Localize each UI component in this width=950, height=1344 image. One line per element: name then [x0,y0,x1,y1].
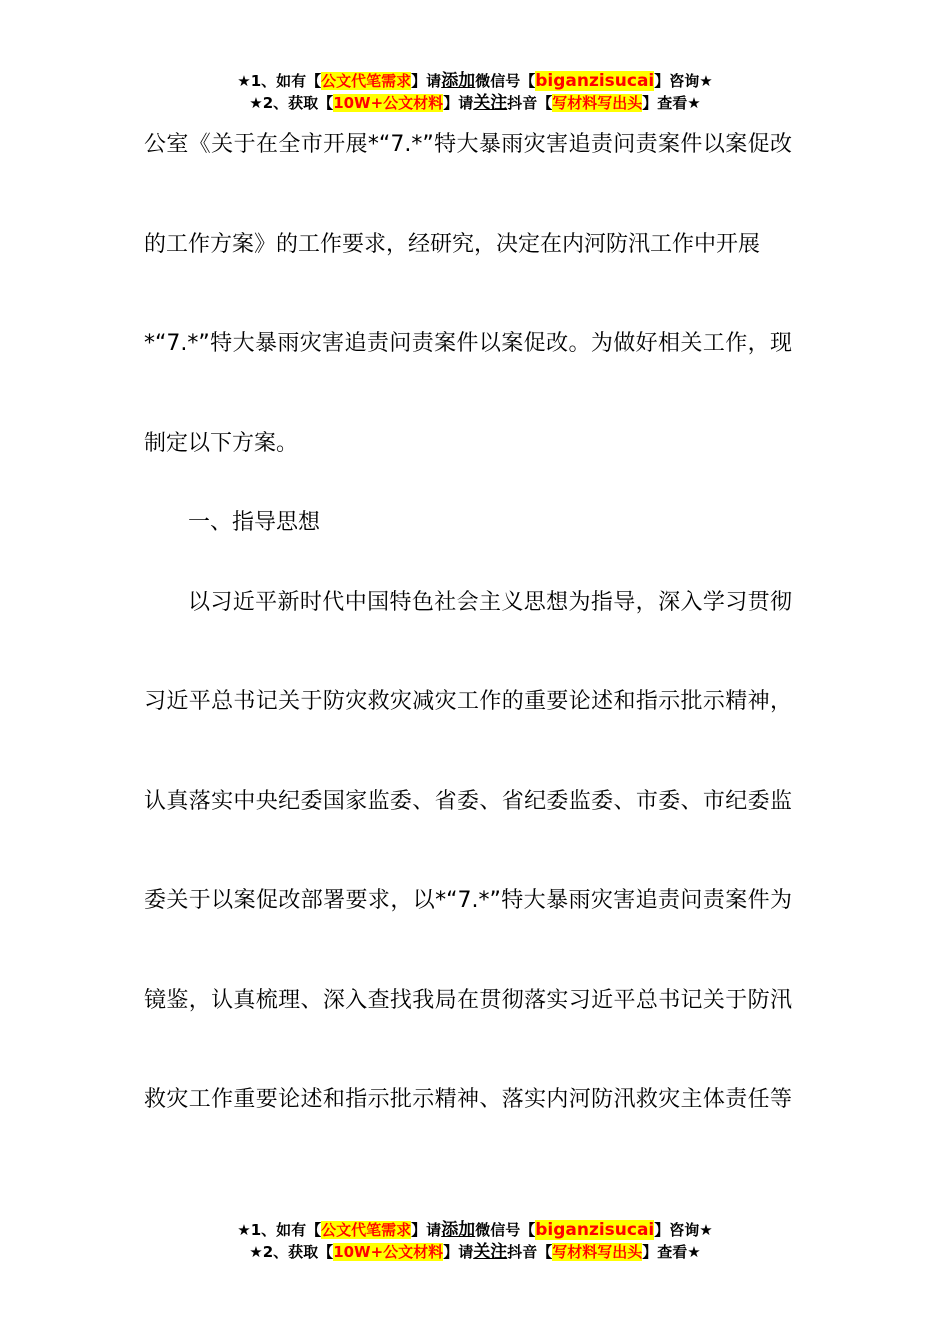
banner-emphasis: 添加 [441,71,476,91]
body-line: 镜鉴，认真梳理、深入查找我局在贯彻落实习近平总书记关于防汛 [144,988,792,1013]
banner-text: 】咨询★ [654,72,713,90]
body-line: 习近平总书记关于防灾救灾减灾工作的重要论述和指示批示精神， [144,689,792,714]
body-line: 制定以下方案。 [144,431,299,456]
body-line: 公室《关于在全市开展*“7.*”特大暴雨灾害追责问责案件以案促改 [144,132,792,157]
highlight-douyin-id: 写材料写出头 [552,1243,643,1261]
banner-text: 】咨询★ [654,1221,713,1239]
highlight-service: 公文代笔需求 [321,72,412,90]
banner-text: 微信号【 [475,1221,536,1239]
highlight-wechat-id: biganzisucai [535,1220,655,1240]
banner-line-1 [0,70,950,92]
banner-text: 抖音【 [507,1243,553,1261]
highlight-materials: 10W+公文材料 [333,94,444,112]
banner-line-1 [0,1219,950,1241]
banner-text: ★1、如有【 [237,72,322,90]
banner-text: 】查看★ [642,1243,701,1261]
highlight-materials: 10W+公文材料 [333,1243,444,1261]
banner-text: ★1、如有【 [237,1221,322,1239]
banner-text: 】请 [411,72,442,90]
banner-text: ★2、获取【 [249,94,334,112]
body-line: *“7.*”特大暴雨灾害追责问责案件以案促改。为做好相关工作，现 [144,331,792,356]
bottom-banner [0,1219,950,1263]
body-line: 认真落实中央纪委国家监委、省委、省纪委监委、市委、市纪委监 [144,789,792,814]
top-banner [0,70,950,114]
body-line: 以习近平新时代中国特色社会主义思想为指导，深入学习贯彻 [188,590,792,615]
body-line: 救灾工作重要论述和指示批示精神、落实内河防汛救灾主体责任等 [144,1087,792,1112]
highlight-wechat-id: biganzisucai [535,71,655,91]
banner-text: 微信号【 [475,72,536,90]
banner-text: 】请 [411,1221,442,1239]
banner-emphasis: 关注 [473,93,508,113]
section-heading: 一、指导思想 [188,510,321,535]
banner-emphasis: 关注 [473,1242,508,1262]
banner-text: 】请 [443,1243,474,1261]
highlight-service: 公文代笔需求 [321,1221,412,1239]
banner-text: 】查看★ [642,94,701,112]
body-line: 委关于以案促改部署要求，以*“7.*”特大暴雨灾害追责问责案件为 [144,888,792,913]
banner-text: 】请 [443,94,474,112]
banner-text: 抖音【 [507,94,553,112]
banner-line-2 [0,92,950,114]
highlight-douyin-id: 写材料写出头 [552,94,643,112]
body-line: 的工作方案》的工作要求，经研究，决定在内河防汛工作中开展 [144,232,761,257]
banner-text: ★2、获取【 [249,1243,334,1261]
banner-line-2 [0,1241,950,1263]
banner-emphasis: 添加 [441,1220,476,1240]
